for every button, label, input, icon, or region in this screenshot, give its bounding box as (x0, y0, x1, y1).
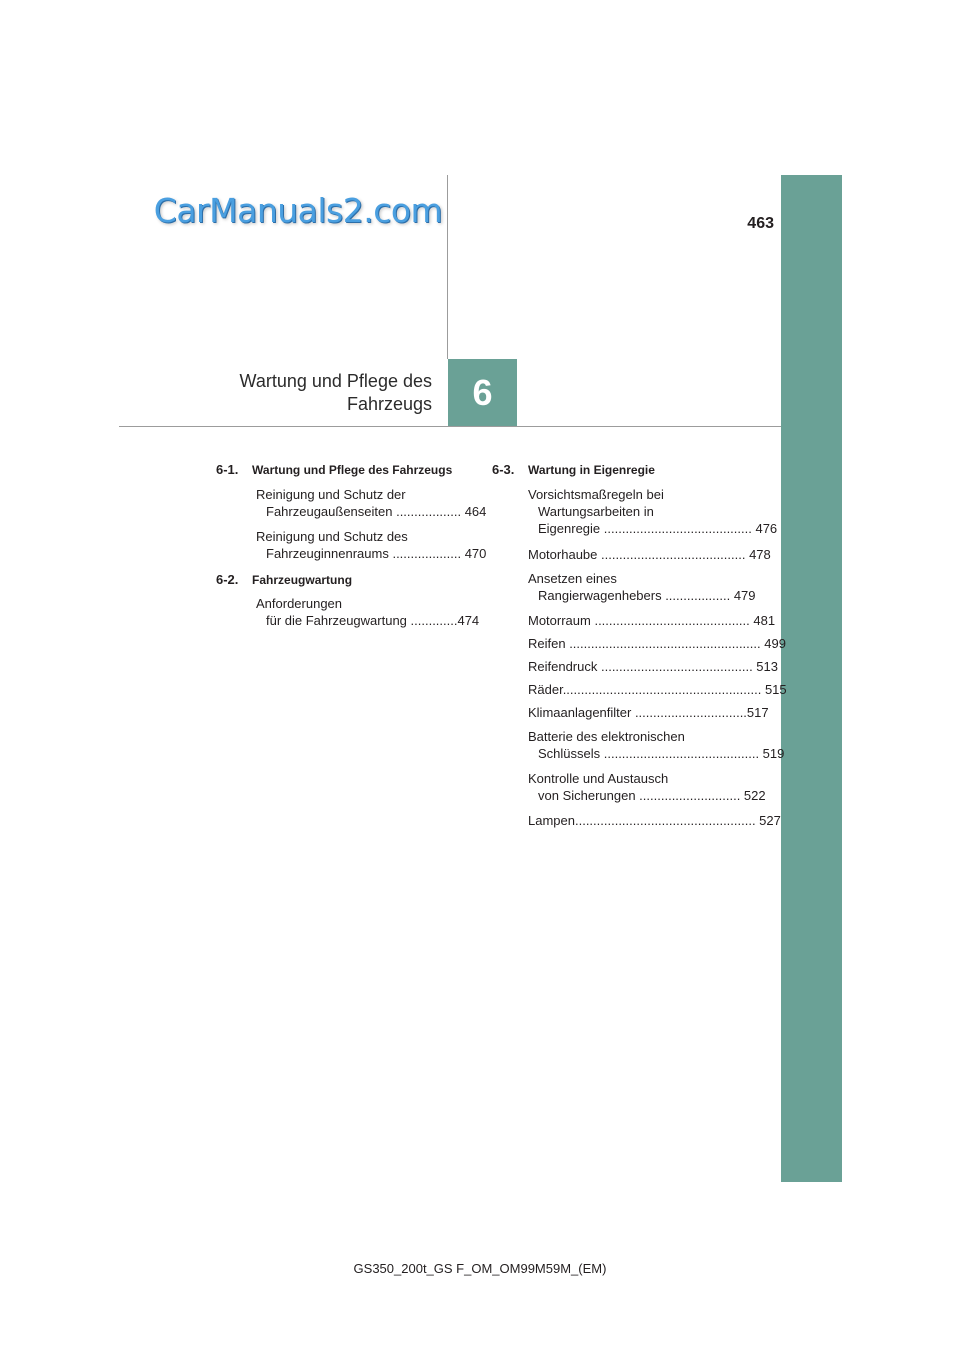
chapter-title-line1: Wartung und Pflege des (239, 371, 432, 391)
toc-entry-line2: Wartungsarbeiten in (538, 504, 654, 519)
section-title: Fahrzeugwartung (252, 573, 353, 587)
toc-entry-line1: Klimaanlagenfilter ...............................517 (528, 705, 769, 720)
toc-entry[interactable] (256, 486, 486, 520)
toc-entry-line1: Räder....................................................... 515 (528, 682, 787, 697)
horizontal-rule (119, 426, 781, 427)
toc-section-6-3 (492, 461, 655, 479)
toc-entry[interactable] (528, 812, 781, 829)
toc-entry-line1: Batterie des elektronischen (528, 729, 685, 744)
toc-entry-line1: Reifen ..................................................... 499 (528, 636, 786, 651)
section-number: 6-3. (492, 462, 515, 477)
document-footer: GS350_200t_GS F_OM_OM99M59M_(EM) (353, 1261, 607, 1276)
toc-entry-line2: für die Fahrzeugwartung .............474 (266, 613, 480, 628)
toc-entry[interactable] (528, 658, 778, 675)
toc-entry-line1: Anforderungen (256, 596, 343, 611)
toc-entry-line1: Motorhaube ........................................ 478 (528, 547, 771, 562)
toc-entry[interactable] (528, 612, 775, 629)
toc-entry-line2: Fahrzeuginnenraums ................... 470 (266, 546, 487, 561)
chapter-title (200, 370, 432, 416)
chapter-number-box (448, 359, 517, 426)
toc-entry-line1: Ansetzen eines (528, 571, 617, 586)
toc-entry[interactable] (528, 681, 787, 698)
toc-entry[interactable] (256, 528, 486, 562)
toc-entry-line2: Schlüssels ........................................... 519 (538, 746, 785, 761)
chapter-side-tab (781, 175, 842, 1182)
toc-entry[interactable] (528, 728, 784, 762)
toc-entry-line2: von Sicherungen ............................ 522 (538, 788, 766, 803)
toc-section-6-1 (216, 461, 452, 479)
page-number: 463 (747, 215, 774, 232)
toc-entry[interactable] (528, 486, 777, 537)
toc-entry[interactable] (256, 595, 479, 629)
vertical-rule (447, 175, 448, 359)
toc-entry[interactable] (528, 770, 766, 804)
chapter-number: 6 (472, 371, 493, 413)
toc-entry-line2: Fahrzeugaußenseiten .................. 464 (266, 504, 487, 519)
toc-entry-line1: Vorsichtsmaßregeln bei (528, 487, 664, 502)
toc-entry-line1: Reinigung und Schutz des (256, 529, 408, 544)
toc-entry-line3: Eigenregie ......................................... 476 (538, 521, 778, 536)
toc-section-6-2 (216, 571, 352, 589)
section-number: 6-2. (216, 572, 239, 587)
chapter-title-line2: Fahrzeugs (346, 394, 432, 414)
toc-entry-line1: Reinigung und Schutz der (256, 487, 406, 502)
section-number: 6-1. (216, 462, 239, 477)
toc-entry[interactable] (528, 570, 756, 604)
toc-entry[interactable] (528, 704, 769, 721)
section-title: Wartung und Pflege des Fahrzeugs (252, 463, 453, 477)
toc-entry-line1: Reifendruck .......................................... 513 (528, 659, 778, 674)
toc-entry[interactable] (528, 546, 771, 563)
toc-entry-line1: Kontrolle und Austausch (528, 771, 669, 786)
toc-entry-line1: Motorraum ........................................... 481 (528, 613, 776, 628)
section-title: Wartung in Eigenregie (528, 463, 655, 477)
watermark-logo: CarManuals2.com (160, 180, 436, 240)
toc-entry[interactable] (528, 635, 786, 652)
toc-entry-line1: Lampen.................................................. 527 (528, 813, 781, 828)
toc-entry-line2: Rangierwagenhebers .................. 479 (538, 588, 756, 603)
